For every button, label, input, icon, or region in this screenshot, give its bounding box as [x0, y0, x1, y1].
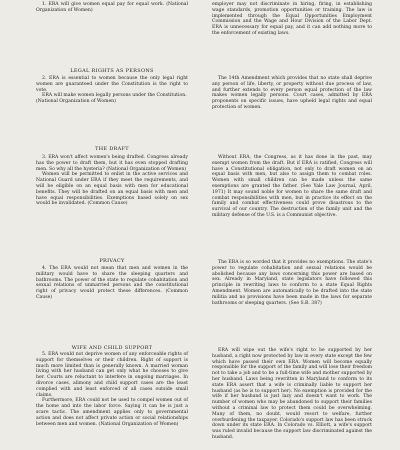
legal-rights-response — [212, 76, 372, 111]
draft-claim — [36, 155, 188, 207]
legal-rights-heading: LEGAL RIGHTS AS PERSONS — [70, 68, 154, 74]
wife-support-response-text: ERA will wipe out the wife's right to be supported by her husband, a right now protected by law in every state except the few which have passed their own ERA. Women will become equally responsible for the support of the family and will lose their freedom not to take a job and to be a full-time wife and mother supported by her husband. Laws being rewritten in Maryland to conform to its state ERA assert that a wife is criminally liable to support her husband (as he is to support her). No exemption is provided for the wife if her husband is just lazy and doesn't want to work. The number of women who may be abandoned to support their families without a criminal law to protect them could be overwhelming. Many of them, no doubt, would resort to welfare, further overburdening the taxpayer. Colorado's support law has been struck down under its state ERA. In Colorado vs. Elliott, a wife's support was ruled invalid because the support law discriminated against the husband. — [212, 348, 372, 440]
equal-pay-claim-text: 1. ERA will give women equal pay for equal work. (National Organization of Women) — [36, 2, 188, 13]
wife-support-heading: WIFE AND CHILD SUPPORT — [71, 345, 153, 351]
privacy-heading: PRIVACY — [99, 258, 125, 264]
privacy-claim — [36, 266, 188, 301]
privacy-claim-text: 4. The ERA would not mean that men and women in the military would have to share the sleeping quarters and bathrooms. The power of the state to regulate cohabitation and sexual relations of unmarried persons and the constitutional right of privacy would protect these differences. (Common Cause) — [36, 266, 188, 300]
legal-rights-claim — [36, 76, 188, 105]
equal-pay-claim — [36, 2, 188, 14]
equal-pay-response-text: employer may not discriminate in hiring, firing, in establishing wage standards, promotion opportunities or training. The law is implemented through the Equal Opportunities Employment Commission and the Wage and Hour Division of the Labor Dept. ERA is unnecessary for equal pay, and it can add nothing more to the enforcement of existing laws. — [212, 2, 372, 36]
equal-pay-response — [212, 2, 372, 37]
legal-rights-response-text: The 14th Amendment which provides that no state shall deprive any person of life, liberty, or property without due process of law, and further extends to every person equal protection of the law makes women legally persons. Court cases, admitted by ERA proponents on specific issues, have upheld legal rights and equal protection of women. — [212, 76, 372, 110]
wife-support-claim-p2: Furthermore, ERA could not be used to compel women out of the home and into the labor force. Saying it can be is just a scare tactic. The amendment applies only to governmental action and does not affect private action or social relationships between men and women. (National Organization of Women) — [36, 398, 188, 427]
draft-response-text: Without ERA, the Congress, as it has done in the past, may exempt women from the draft. But if ERA is ratified, Congress will have a Constitutional obligation, not only to draft women on an equal basis with men, but also to assign them to combat roles. Women with small children can be made unless the same exemptions are granted the father. (See Yale Law Journal, April, 1971) It may sound noble for women to share the same draft and combat responsibilities with men, but in practice its effect on the family and combat effectiveness could prove disastrous to the survival of our country. The destruction of the family unit and the military defense of the U.S. is a Communist objective. — [212, 155, 372, 218]
draft-claim-p2: Women will be permitted to enlist in the active services and National Guard under ERA if they meet the requirements, and will be eligible on an equal basis with men for educational benefits. They will be drafted on an equal basis with men and have equal responsibilities. Exemptions based solely on sex would be invalidated. (Common Cause) — [36, 172, 188, 207]
wife-support-claim — [36, 352, 188, 427]
wife-support-response — [212, 348, 372, 441]
legal-rights-claim-p2: ERA will make women legally persons under the Constitution. — [42, 93, 187, 99]
draft-heading: THE DRAFT — [95, 146, 129, 152]
privacy-response-text: The ERA is so worded that it provides no exemptions. The state's power to regulate cohabitation and sexual relations would be abolished because any laws concerning this power are based on sex. Already in Maryland, state legislators have followed this principle in rewriting laws to conform to a state Equal Rights Amendment. Women are automatically to be drafted into the state militia and no provisions have been made in the laws for separate bathrooms or sleeping quarters. (See S.B. 387) — [212, 260, 372, 306]
legal-rights-claim-source: (National Organization of Women) — [36, 99, 116, 105]
wife-support-claim-p1: 5. ERA would not deprive women of any enforceable rights of support for themselves or their children. Right of support is much more limited than is generally known. A married woman living with her husband can get only what he chooses to give her. Courts are reluctant to interfere in ongoing marriages. In divorce cases, alimony and child support cases are the least complied with and least enforced of all cases outside small claims. — [36, 352, 188, 398]
privacy-response — [212, 260, 372, 306]
draft-claim-p1: 3. ERA won't affect women's being drafted. Congress already has the power to draft them, but it has even stopped drafting men. So why all the hysteria? (National Organization of Women) — [36, 155, 188, 172]
draft-response — [212, 155, 372, 219]
legal-rights-claim-p1: 2. ERA is essential to women because the only legal right women are guaranteed under the Constitution is the right to vote. — [36, 76, 188, 93]
